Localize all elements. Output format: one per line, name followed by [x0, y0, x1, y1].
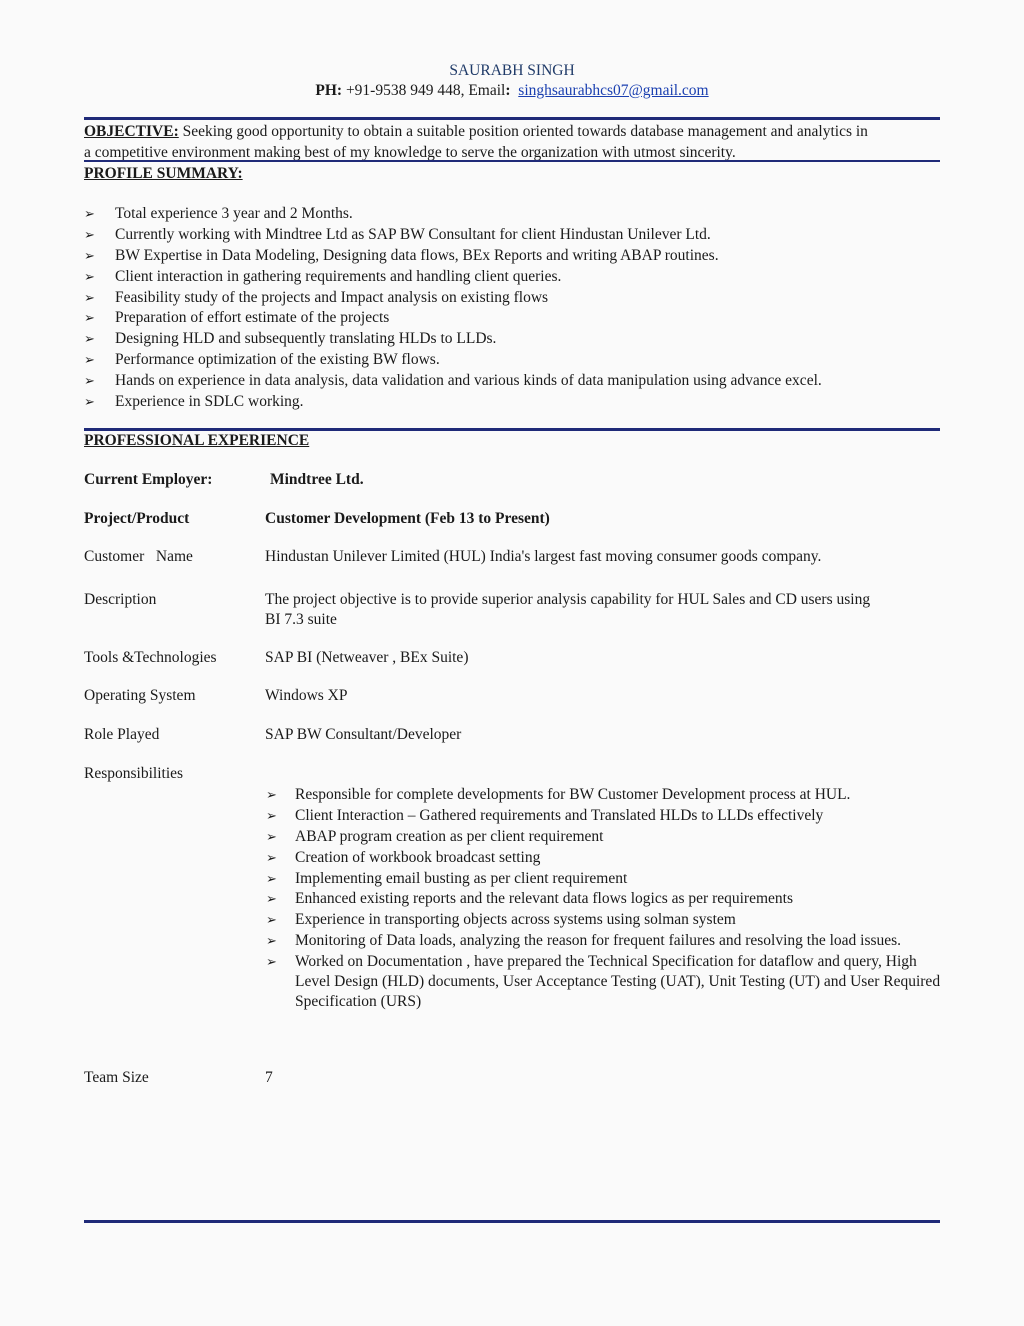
summary-item-text: Preparation of effort estimate of the projects	[115, 309, 390, 327]
candidate-name: SAURABH SINGH	[449, 62, 575, 79]
role-label: Role Played	[84, 726, 160, 743]
summary-item	[84, 204, 944, 225]
arrow-bullet-icon: ➢	[84, 310, 95, 326]
summary-item	[84, 288, 944, 309]
arrow-bullet-icon: ➢	[84, 394, 95, 410]
profile-summary-list	[84, 204, 944, 413]
description-line1: The project objective is to provide superior analysis capability for HUL Sales and CD users using	[265, 591, 871, 608]
description-label: Description	[84, 591, 157, 608]
responsibility-item-text: Experience in transporting objects across systems using solman system	[295, 911, 736, 929]
arrow-bullet-icon: ➢	[84, 289, 95, 305]
contact-line	[0, 82, 1024, 100]
objective-label: OBJECTIVE:	[84, 123, 179, 140]
responsibility-item	[265, 869, 945, 889]
summary-item	[84, 371, 944, 392]
phone-label: PH:	[315, 82, 343, 99]
phone-value: +91-9538 949 448, Email	[345, 82, 506, 99]
summary-item-text: BW Expertise in Data Modeling, Designing data flows, BEx Reports and writing ABAP routines.	[115, 246, 719, 264]
arrow-bullet-icon: ➢	[266, 891, 277, 907]
summary-item-text: Currently working with Mindtree Ltd as SAP BW Consultant for client Hindustan Unilever Ltd.	[115, 225, 711, 243]
arrow-bullet-icon: ➢	[266, 828, 277, 844]
responsibilities-label: Responsibilities	[84, 765, 184, 782]
responsibility-item	[265, 848, 945, 868]
summary-item	[84, 329, 944, 350]
summary-item	[84, 267, 944, 288]
responsibility-item-text: Enhanced existing reports and the relevant data flows logics as per requirements	[295, 890, 793, 908]
description-line2: BI 7.3 suite	[265, 611, 337, 628]
summary-item	[84, 225, 944, 246]
responsibility-item-text: Monitoring of Data loads, analyzing the reason for frequent failures and resolving the load issues.	[295, 932, 902, 950]
customer-value: Hindustan Unilever Limited (HUL) India's largest fast moving consumer goods company.	[265, 548, 822, 565]
responsibility-item	[265, 785, 945, 805]
tools-value: SAP BI (Netweaver , BEx Suite)	[265, 649, 469, 666]
objective-section	[84, 122, 944, 163]
responsibility-item	[265, 806, 945, 826]
arrow-bullet-icon: ➢	[84, 206, 95, 221]
summary-item-text: Hands on experience in data analysis, data validation and various kinds of data manipulation using advance excel.	[115, 372, 822, 390]
professional-experience-heading: PROFESSIONAL EXPERIENCE	[84, 432, 310, 449]
responsibility-item-text: ABAP program creation as per client requirement	[295, 827, 604, 845]
arrow-bullet-icon: ➢	[84, 247, 95, 263]
arrow-bullet-icon: ➢	[84, 226, 95, 242]
objective-text-line1: Seeking good opportunity to obtain a suitable position oriented towards database management and analytics in	[182, 123, 868, 140]
team-size-label: Team Size	[84, 1069, 149, 1086]
summary-item-text: Total experience 3 year and 2 Months.	[115, 205, 353, 222]
project-value: Customer Development (Feb 13 to Present)	[265, 510, 550, 527]
arrow-bullet-icon: ➢	[266, 870, 277, 886]
arrow-bullet-icon: ➢	[266, 954, 277, 970]
profile-summary-heading: PROFILE SUMMARY:	[84, 165, 243, 182]
responsibility-item-text: Creation of workbook broadcast setting	[295, 848, 541, 866]
description-value	[265, 590, 940, 630]
arrow-bullet-icon: ➢	[266, 933, 277, 949]
responsibility-item-text: Responsible for complete developments for BW Customer Development process at HUL.	[295, 786, 851, 803]
project-label: Project/Product	[84, 510, 190, 527]
team-size-value: 7	[265, 1069, 273, 1086]
summary-item-text: Designing HLD and subsequently translating HLDs to LLDs.	[115, 330, 497, 348]
summary-item	[84, 350, 944, 371]
tools-label: Tools &Technologies	[84, 649, 217, 666]
footer-divider	[84, 1220, 940, 1223]
responsibility-item	[265, 889, 945, 909]
arrow-bullet-icon: ➢	[266, 787, 277, 802]
arrow-bullet-icon: ➢	[266, 912, 277, 928]
responsibility-item	[265, 827, 945, 847]
responsibility-item-text: Client Interaction – Gathered requirements and Translated HLDs to LLDs effectively	[295, 806, 824, 824]
role-value: SAP BW Consultant/Developer	[265, 726, 462, 743]
responsibility-item	[265, 952, 945, 1012]
arrow-bullet-icon: ➢	[84, 268, 95, 284]
employer-label: Current Employer:	[84, 471, 213, 488]
os-value: Windows XP	[265, 687, 348, 704]
email-separator: :	[505, 82, 511, 99]
employer-value: Mindtree Ltd.	[270, 471, 364, 488]
objective-text-line2: a competitive environment making best of my knowledge to serve the organization with utmost sincerity.	[84, 143, 736, 161]
section-divider	[84, 117, 940, 120]
responsibilities-list	[265, 785, 945, 1013]
summary-item	[84, 246, 944, 267]
customer-label: Customer Name	[84, 548, 193, 565]
summary-item-text: Performance optimization of the existing BW flows.	[115, 351, 440, 369]
summary-item-text: Feasibility study of the projects and Impact analysis on existing flows	[115, 288, 549, 306]
summary-item-text: Client interaction in gathering requirements and handling client queries.	[115, 267, 562, 285]
responsibility-item	[265, 931, 945, 951]
responsibility-item	[265, 910, 945, 930]
responsibility-item-text: Worked on Documentation , have prepared the Technical Specification for dataflow and query, High Level Design (HLD) documents, User Acceptance Testing (UAT), Unit Testing (UT) and User Required Specification (URS)	[295, 953, 941, 1011]
os-label: Operating System	[84, 687, 196, 704]
summary-item	[84, 392, 944, 413]
arrow-bullet-icon: ➢	[266, 849, 277, 865]
section-divider	[84, 160, 940, 162]
arrow-bullet-icon: ➢	[84, 352, 95, 368]
summary-item	[84, 308, 944, 329]
email-link[interactable]: singhsaurabhcs07@gmail.com	[518, 82, 709, 99]
arrow-bullet-icon: ➢	[84, 373, 95, 389]
summary-item-text: Experience in SDLC working.	[115, 393, 304, 411]
arrow-bullet-icon: ➢	[266, 807, 277, 823]
responsibility-item-text: Implementing email busting as per client requirement	[295, 869, 628, 887]
arrow-bullet-icon: ➢	[84, 331, 95, 347]
